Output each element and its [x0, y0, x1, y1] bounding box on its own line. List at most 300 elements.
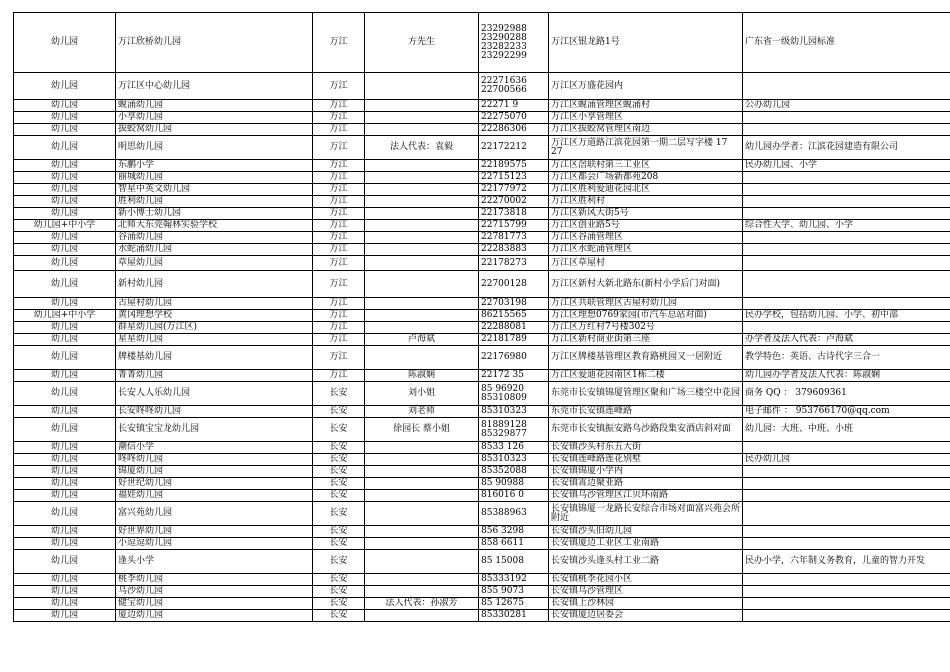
address-cell[interactable]: 万江区谷涌管理区: [549, 232, 743, 244]
contact-cell[interactable]: [365, 478, 479, 490]
district-cell[interactable]: 长安: [313, 418, 365, 442]
school-name-cell[interactable]: 潮信小学: [116, 442, 313, 454]
address-cell[interactable]: 长安镇厦边居委会: [549, 610, 743, 622]
address-cell[interactable]: 万江区理想0769家园(市汽车总站对面): [549, 310, 743, 322]
address-cell[interactable]: 长安镇沙头逢头村工业二路: [549, 550, 743, 574]
phone-cell[interactable]: 85 15008: [479, 550, 549, 574]
table-row: [14, 454, 950, 466]
district-cell[interactable]: 长安: [313, 586, 365, 598]
district-cell[interactable]: 万江: [313, 112, 365, 124]
notes-cell[interactable]: 幼儿园办学者：江滨花园建造有限公司: [743, 136, 950, 160]
address-cell[interactable]: 长安镇乌沙管理区江贝环南路: [549, 490, 743, 502]
phone-cell[interactable]: 85330281: [479, 610, 549, 622]
school-name-cell[interactable]: 逢头小学: [116, 550, 313, 574]
table-row: [14, 334, 950, 346]
district-cell[interactable]: 长安: [313, 490, 365, 502]
phone-cell[interactable]: 86215565: [479, 310, 549, 322]
category-cell[interactable]: 幼儿园: [14, 208, 116, 220]
address-cell[interactable]: 万江区万道路江滨花园第一期二层写字楼 17 27: [549, 136, 743, 160]
category-cell[interactable]: 幼儿园: [14, 160, 116, 172]
district-cell[interactable]: 万江: [313, 73, 365, 100]
phone-cell[interactable]: 22275070: [479, 112, 549, 124]
phone-cell[interactable]: 85333192: [479, 574, 549, 586]
address-cell[interactable]: 长安镇桃李花园小区: [549, 574, 743, 586]
table-row: [14, 322, 950, 334]
notes-cell[interactable]: 办学者及法人代表：卢海斌: [743, 334, 950, 346]
school-name-cell[interactable]: 万江欣桥幼儿园: [116, 13, 313, 73]
school-name-cell[interactable]: 长安人人乐幼儿园: [116, 382, 313, 406]
notes-cell[interactable]: [743, 598, 950, 610]
address-cell[interactable]: 万江区蚬涌管理区蚬涌村: [549, 100, 743, 112]
phone-cell[interactable]: 858 6611: [479, 538, 549, 550]
notes-cell[interactable]: [743, 124, 950, 136]
notes-cell[interactable]: [743, 322, 950, 334]
phone-cell[interactable]: 22189575: [479, 160, 549, 172]
category-cell[interactable]: 幼儿园: [14, 586, 116, 598]
district-cell[interactable]: 万江: [313, 172, 365, 184]
school-name-cell[interactable]: 星星幼儿园: [116, 334, 313, 346]
phone-cell[interactable]: 22177972: [479, 184, 549, 196]
district-cell[interactable]: 长安: [313, 538, 365, 550]
category-cell[interactable]: 幼儿园: [14, 256, 116, 271]
district-cell[interactable]: 万江: [313, 184, 365, 196]
contact-cell[interactable]: [365, 550, 479, 574]
table-row: [14, 73, 950, 100]
category-cell[interactable]: 幼儿园: [14, 418, 116, 442]
contact-cell[interactable]: 陈淑娴: [365, 370, 479, 382]
contact-cell[interactable]: [365, 610, 479, 622]
table-row: [14, 100, 950, 112]
category-cell[interactable]: 幼儿园: [14, 526, 116, 538]
table-row: [14, 550, 950, 574]
address-cell[interactable]: 长安镇锦厦小学内: [549, 466, 743, 478]
category-cell[interactable]: 幼儿园: [14, 73, 116, 100]
address-cell[interactable]: 万江区草屋村: [549, 256, 743, 271]
table-row: [14, 13, 950, 73]
table-row: [14, 418, 950, 442]
district-cell[interactable]: 万江: [313, 100, 365, 112]
address-cell[interactable]: 长安镇锦厦一龙路长安综合市场对面富兴苑会所附近: [549, 502, 743, 526]
contact-cell[interactable]: [365, 298, 479, 310]
address-cell[interactable]: 万江区万红村7号楼302号: [549, 322, 743, 334]
contact-cell[interactable]: [365, 232, 479, 244]
phone-cell[interactable]: 816016 0: [479, 490, 549, 502]
table-row: [14, 298, 950, 310]
category-cell[interactable]: 幼儿园: [14, 184, 116, 196]
phone-cell[interactable]: 22270002: [479, 196, 549, 208]
category-cell[interactable]: 幼儿园: [14, 124, 116, 136]
contact-cell[interactable]: [365, 244, 479, 256]
notes-cell[interactable]: 商务 QQ ： 379609361: [743, 382, 950, 406]
contact-cell[interactable]: [365, 124, 479, 136]
district-cell[interactable]: 长安: [313, 478, 365, 490]
address-cell[interactable]: 万江区新村大新北路东(新村小学后门对面): [549, 271, 743, 298]
address-cell[interactable]: 万江区牌楼基管理区教育路桃园又一居附近: [549, 346, 743, 370]
phone-cell[interactable]: 856 3298: [479, 526, 549, 538]
contact-cell[interactable]: [365, 172, 479, 184]
address-cell[interactable]: 长安镇厦边工业区工业南路: [549, 538, 743, 550]
district-cell[interactable]: 长安: [313, 442, 365, 454]
notes-cell[interactable]: [743, 112, 950, 124]
category-cell[interactable]: 幼儿园: [14, 196, 116, 208]
notes-cell[interactable]: [743, 586, 950, 598]
contact-cell[interactable]: [365, 208, 479, 220]
contact-cell[interactable]: [365, 586, 479, 598]
contact-cell[interactable]: [365, 574, 479, 586]
notes-cell[interactable]: [743, 256, 950, 271]
address-cell[interactable]: 东莞市长安镇莲峰路: [549, 406, 743, 418]
address-cell[interactable]: 万江区水蛇涌管理区: [549, 244, 743, 256]
phone-cell[interactable]: 22288081: [479, 322, 549, 334]
address-cell[interactable]: 万江区新风大街5号: [549, 208, 743, 220]
district-cell[interactable]: 长安: [313, 466, 365, 478]
district-cell[interactable]: 万江: [313, 220, 365, 232]
district-cell[interactable]: 长安: [313, 406, 365, 418]
contact-cell[interactable]: [365, 538, 479, 550]
district-cell[interactable]: 万江: [313, 256, 365, 271]
table-row: [14, 184, 950, 196]
phone-cell[interactable]: 8533 126: [479, 442, 549, 454]
school-directory-table: [13, 12, 950, 622]
category-cell[interactable]: 幼儿园: [14, 298, 116, 310]
table-row: [14, 490, 950, 502]
school-name-cell[interactable]: 长安镇宝宝龙幼儿园: [116, 418, 313, 442]
notes-cell[interactable]: [743, 232, 950, 244]
address-cell[interactable]: 长安镇莲峰路莲花别墅: [549, 454, 743, 466]
school-name-cell[interactable]: 健宝幼儿园: [116, 598, 313, 610]
category-cell[interactable]: 幼儿园: [14, 406, 116, 418]
category-cell[interactable]: 幼儿园: [14, 172, 116, 184]
address-cell[interactable]: 长安镇沙头旧幼儿园: [549, 526, 743, 538]
phone-cell[interactable]: 22286306: [479, 124, 549, 136]
category-cell[interactable]: 幼儿园: [14, 538, 116, 550]
phone-cell[interactable]: 22181789: [479, 334, 549, 346]
school-name-cell[interactable]: 水蛇涌幼儿园: [116, 244, 313, 256]
phone-cell[interactable]: 22178273: [479, 256, 549, 271]
address-cell[interactable]: 万江区都会广场新都苑208: [549, 172, 743, 184]
category-cell[interactable]: 幼儿园: [14, 454, 116, 466]
school-name-cell[interactable]: 新村幼儿园: [116, 271, 313, 298]
category-cell[interactable]: 幼儿园: [14, 244, 116, 256]
contact-cell[interactable]: [365, 184, 479, 196]
contact-cell[interactable]: 卢海斌: [365, 334, 479, 346]
contact-cell[interactable]: [365, 466, 479, 478]
category-cell[interactable]: 幼儿园: [14, 136, 116, 160]
table-row: [14, 136, 950, 160]
school-name-cell[interactable]: 草屋幼儿园: [116, 256, 313, 271]
district-cell[interactable]: 万江: [313, 346, 365, 370]
school-name-cell[interactable]: 牌楼基幼儿园: [116, 346, 313, 370]
contact-cell[interactable]: [365, 442, 479, 454]
address-cell[interactable]: 长安镇霄边聚亚路: [549, 478, 743, 490]
notes-cell[interactable]: [743, 442, 950, 454]
phone-cell[interactable]: 22172212: [479, 136, 549, 160]
contact-cell[interactable]: 刘小姐: [365, 382, 479, 406]
district-cell[interactable]: 长安: [313, 502, 365, 526]
school-name-cell[interactable]: 胜利幼儿园: [116, 196, 313, 208]
category-cell[interactable]: 幼儿园: [14, 502, 116, 526]
contact-cell[interactable]: 法人代表：孙淑芳: [365, 598, 479, 610]
address-cell[interactable]: 万江区小享管理区: [549, 112, 743, 124]
address-cell[interactable]: 长安镇上沙林园: [549, 598, 743, 610]
school-name-cell[interactable]: 小享幼儿园: [116, 112, 313, 124]
table-row: [14, 244, 950, 256]
phone-cell[interactable]: 855 9073: [479, 586, 549, 598]
notes-cell[interactable]: 幼儿园：大班、中班、小班: [743, 418, 950, 442]
category-cell[interactable]: 幼儿园: [14, 598, 116, 610]
table-row: [14, 538, 950, 550]
district-cell[interactable]: 万江: [313, 196, 365, 208]
district-cell[interactable]: 万江: [313, 298, 365, 310]
category-cell[interactable]: 幼儿园: [14, 490, 116, 502]
contact-cell[interactable]: [365, 160, 479, 172]
address-cell[interactable]: 万江区新村商业街第三座: [549, 334, 743, 346]
notes-cell[interactable]: 电子邮件 ： 953766170@qq.com: [743, 406, 950, 418]
notes-cell[interactable]: [743, 490, 950, 502]
table-row: [14, 502, 950, 526]
category-cell[interactable]: 幼儿园: [14, 478, 116, 490]
category-cell[interactable]: 幼儿园: [14, 550, 116, 574]
address-cell[interactable]: 万江区创业路5号: [549, 220, 743, 232]
district-cell[interactable]: 万江: [313, 136, 365, 160]
category-cell[interactable]: 幼儿园: [14, 442, 116, 454]
table-row: [14, 112, 950, 124]
school-name-cell[interactable]: 小逗逗幼儿园: [116, 538, 313, 550]
school-name-cell[interactable]: 乌沙幼儿园: [116, 586, 313, 598]
notes-cell[interactable]: 广东省一级幼儿园标准: [743, 13, 950, 73]
school-name-cell[interactable]: 好世界幼儿园: [116, 526, 313, 538]
contact-cell[interactable]: [365, 310, 479, 322]
table-row: [14, 370, 950, 382]
contact-cell[interactable]: 法人代表：袁毅: [365, 136, 479, 160]
school-name-cell[interactable]: 厦边幼儿园: [116, 610, 313, 622]
category-cell[interactable]: 幼儿园: [14, 382, 116, 406]
address-cell[interactable]: 长安镇沙头村东五大街: [549, 442, 743, 454]
contact-cell[interactable]: [365, 112, 479, 124]
school-name-cell[interactable]: 锦厦幼儿园: [116, 466, 313, 478]
table-row: [14, 466, 950, 478]
school-name-cell[interactable]: 万江区中心幼儿园: [116, 73, 313, 100]
contact-cell[interactable]: 刘老师: [365, 406, 479, 418]
district-cell[interactable]: 长安: [313, 382, 365, 406]
phone-cell[interactable]: 85 12675: [479, 598, 549, 610]
school-name-cell[interactable]: 福娃幼儿园: [116, 490, 313, 502]
school-name-cell[interactable]: 丽城幼儿园: [116, 172, 313, 184]
contact-cell[interactable]: [365, 526, 479, 538]
district-cell[interactable]: 万江: [313, 124, 365, 136]
district-cell[interactable]: 万江: [313, 208, 365, 220]
phone-cell[interactable]: 22781773: [479, 232, 549, 244]
category-cell[interactable]: 幼儿园+中小学: [14, 310, 116, 322]
school-name-cell[interactable]: 古屋村幼儿园: [116, 298, 313, 310]
address-cell[interactable]: 万江区滘联村第三工业区: [549, 160, 743, 172]
district-cell[interactable]: 万江: [313, 334, 365, 346]
district-cell[interactable]: 长安: [313, 598, 365, 610]
table-row: [14, 271, 950, 298]
table-row: [14, 208, 950, 220]
school-name-cell[interactable]: 北师大东莞翰林实验学校: [116, 220, 313, 232]
contact-cell[interactable]: [365, 490, 479, 502]
address-cell[interactable]: 东莞市长安镇锦厦管理区聚和广场三楼空中花园: [549, 382, 743, 406]
address-cell[interactable]: 万江区爱迪花园南区1栋二楼: [549, 370, 743, 382]
school-name-cell[interactable]: 东鹏小学: [116, 160, 313, 172]
notes-cell[interactable]: 民办小学，六年制义务教育，儿童的智力开发: [743, 550, 950, 574]
address-cell[interactable]: 万江区银龙路1号: [549, 13, 743, 73]
phone-cell[interactable]: 22176980: [479, 346, 549, 370]
school-name-cell[interactable]: 菁菁幼儿园: [116, 370, 313, 382]
notes-cell[interactable]: [743, 574, 950, 586]
school-name-cell[interactable]: 桃李幼儿园: [116, 574, 313, 586]
school-name-cell[interactable]: 蚬涌幼儿园: [116, 100, 313, 112]
category-cell[interactable]: 幼儿园: [14, 334, 116, 346]
phone-cell[interactable]: 85388963: [479, 502, 549, 526]
district-cell[interactable]: 长安: [313, 526, 365, 538]
address-cell[interactable]: 东莞市长安镇振安路乌沙路段集安酒店斜对面: [549, 418, 743, 442]
category-cell[interactable]: 幼儿园: [14, 13, 116, 73]
table-row: [14, 346, 950, 370]
contact-cell[interactable]: [365, 322, 479, 334]
district-cell[interactable]: 万江: [313, 13, 365, 73]
category-cell[interactable]: 幼儿园: [14, 610, 116, 622]
school-name-cell[interactable]: 长安咚咚幼儿园: [116, 406, 313, 418]
notes-cell[interactable]: 教学特色：英语、古诗代字三合一: [743, 346, 950, 370]
category-cell[interactable]: 幼儿园: [14, 232, 116, 244]
phone-cell[interactable]: 22283883: [479, 244, 549, 256]
notes-cell[interactable]: 综合性大学、幼儿园、小学: [743, 220, 950, 232]
contact-cell[interactable]: 徐园长 蔡小姐: [365, 418, 479, 442]
district-cell[interactable]: 万江: [313, 271, 365, 298]
phone-cell[interactable]: 23292988 23290288 23282233 23292299: [479, 13, 549, 73]
contact-cell[interactable]: [365, 220, 479, 232]
district-cell[interactable]: 长安: [313, 610, 365, 622]
school-name-cell[interactable]: 谷涌幼儿园: [116, 232, 313, 244]
contact-cell[interactable]: [365, 346, 479, 370]
phone-cell[interactable]: 85352088: [479, 466, 549, 478]
category-cell[interactable]: 幼儿园: [14, 466, 116, 478]
category-cell[interactable]: 幼儿园: [14, 322, 116, 334]
district-cell[interactable]: 万江: [313, 322, 365, 334]
notes-cell[interactable]: 幼儿园办学者及法人代表：陈淑娴: [743, 370, 950, 382]
table-row: [14, 478, 950, 490]
contact-cell[interactable]: 方先生: [365, 13, 479, 73]
table-row: [14, 574, 950, 586]
category-cell[interactable]: 幼儿园: [14, 370, 116, 382]
table-row: [14, 256, 950, 271]
school-name-cell[interactable]: 咚咚幼儿园: [116, 454, 313, 466]
address-cell[interactable]: 长安镇乌沙管理区: [549, 586, 743, 598]
phone-cell[interactable]: 22700128: [479, 271, 549, 298]
table-row: [14, 310, 950, 322]
district-cell[interactable]: 长安: [313, 550, 365, 574]
school-name-cell[interactable]: 拔蛟窝幼儿园: [116, 124, 313, 136]
notes-cell[interactable]: [743, 73, 950, 100]
address-cell[interactable]: 万江区拔蛟窝管理区南边: [549, 124, 743, 136]
phone-cell[interactable]: 85 90988: [479, 478, 549, 490]
contact-cell[interactable]: [365, 73, 479, 100]
district-cell[interactable]: 万江: [313, 232, 365, 244]
phone-cell[interactable]: 85310323: [479, 454, 549, 466]
category-cell[interactable]: 幼儿园: [14, 112, 116, 124]
district-cell[interactable]: 长安: [313, 574, 365, 586]
district-cell[interactable]: 长安: [313, 454, 365, 466]
district-cell[interactable]: 万江: [313, 244, 365, 256]
notes-cell[interactable]: [743, 538, 950, 550]
category-cell[interactable]: 幼儿园+中小学: [14, 220, 116, 232]
phone-cell[interactable]: 22172 35: [479, 370, 549, 382]
table-body: [14, 13, 950, 622]
category-cell[interactable]: 幼儿园: [14, 271, 116, 298]
contact-cell[interactable]: [365, 256, 479, 271]
category-cell[interactable]: 幼儿园: [14, 346, 116, 370]
address-cell[interactable]: 万江区共联管理区古屋村幼儿园: [549, 298, 743, 310]
notes-cell[interactable]: [743, 298, 950, 310]
category-cell[interactable]: 幼儿园: [14, 574, 116, 586]
address-cell[interactable]: 万江区胜利爱迪花园北区: [549, 184, 743, 196]
notes-cell[interactable]: [743, 172, 950, 184]
category-cell[interactable]: 幼儿园: [14, 100, 116, 112]
table-row: [14, 160, 950, 172]
district-cell[interactable]: 万江: [313, 160, 365, 172]
phone-cell[interactable]: 22271636 22700566: [479, 73, 549, 100]
notes-cell[interactable]: [743, 502, 950, 526]
district-cell[interactable]: 万江: [313, 370, 365, 382]
school-name-cell[interactable]: 群星幼儿园(万江区): [116, 322, 313, 334]
phone-cell[interactable]: 22173818: [479, 208, 549, 220]
table-row: [14, 196, 950, 208]
notes-cell[interactable]: [743, 466, 950, 478]
contact-cell[interactable]: [365, 100, 479, 112]
notes-cell[interactable]: [743, 184, 950, 196]
contact-cell[interactable]: [365, 271, 479, 298]
notes-cell[interactable]: [743, 196, 950, 208]
phone-cell[interactable]: 81889128 85329877: [479, 418, 549, 442]
address-cell[interactable]: 万江区胜利村: [549, 196, 743, 208]
notes-cell[interactable]: [743, 271, 950, 298]
district-cell[interactable]: 万江: [313, 310, 365, 322]
contact-cell[interactable]: [365, 502, 479, 526]
school-name-cell[interactable]: 智星中英文幼儿园: [116, 184, 313, 196]
school-name-cell[interactable]: 富兴苑幼儿园: [116, 502, 313, 526]
table-row: [14, 598, 950, 610]
phone-cell[interactable]: 22703198: [479, 298, 549, 310]
notes-cell[interactable]: [743, 526, 950, 538]
notes-cell[interactable]: 民办学校，包括幼儿园、小学、初中部: [743, 310, 950, 322]
phone-cell[interactable]: 22715123: [479, 172, 549, 184]
school-name-cell[interactable]: 明思幼儿园: [116, 136, 313, 160]
contact-cell[interactable]: [365, 454, 479, 466]
table-row: [14, 220, 950, 232]
notes-cell[interactable]: [743, 478, 950, 490]
phone-cell[interactable]: 22715799: [479, 220, 549, 232]
school-name-cell[interactable]: 好世纪幼儿园: [116, 478, 313, 490]
table-row: [14, 442, 950, 454]
contact-cell[interactable]: [365, 196, 479, 208]
table-row: [14, 172, 950, 184]
notes-cell[interactable]: 民办幼儿园: [743, 454, 950, 466]
notes-cell[interactable]: 民办幼儿园、小学: [743, 160, 950, 172]
phone-cell[interactable]: 85310323: [479, 406, 549, 418]
school-name-cell[interactable]: 黄冈理想学校: [116, 310, 313, 322]
notes-cell[interactable]: 公办幼儿园: [743, 100, 950, 112]
notes-cell[interactable]: [743, 244, 950, 256]
phone-cell[interactable]: 85 96920 85310809: [479, 382, 549, 406]
phone-cell[interactable]: 22271 9: [479, 100, 549, 112]
school-name-cell[interactable]: 新小博士幼儿园: [116, 208, 313, 220]
notes-cell[interactable]: [743, 208, 950, 220]
address-cell[interactable]: 万江区万盛花园内: [549, 73, 743, 100]
table-row: [14, 124, 950, 136]
notes-cell[interactable]: [743, 610, 950, 622]
